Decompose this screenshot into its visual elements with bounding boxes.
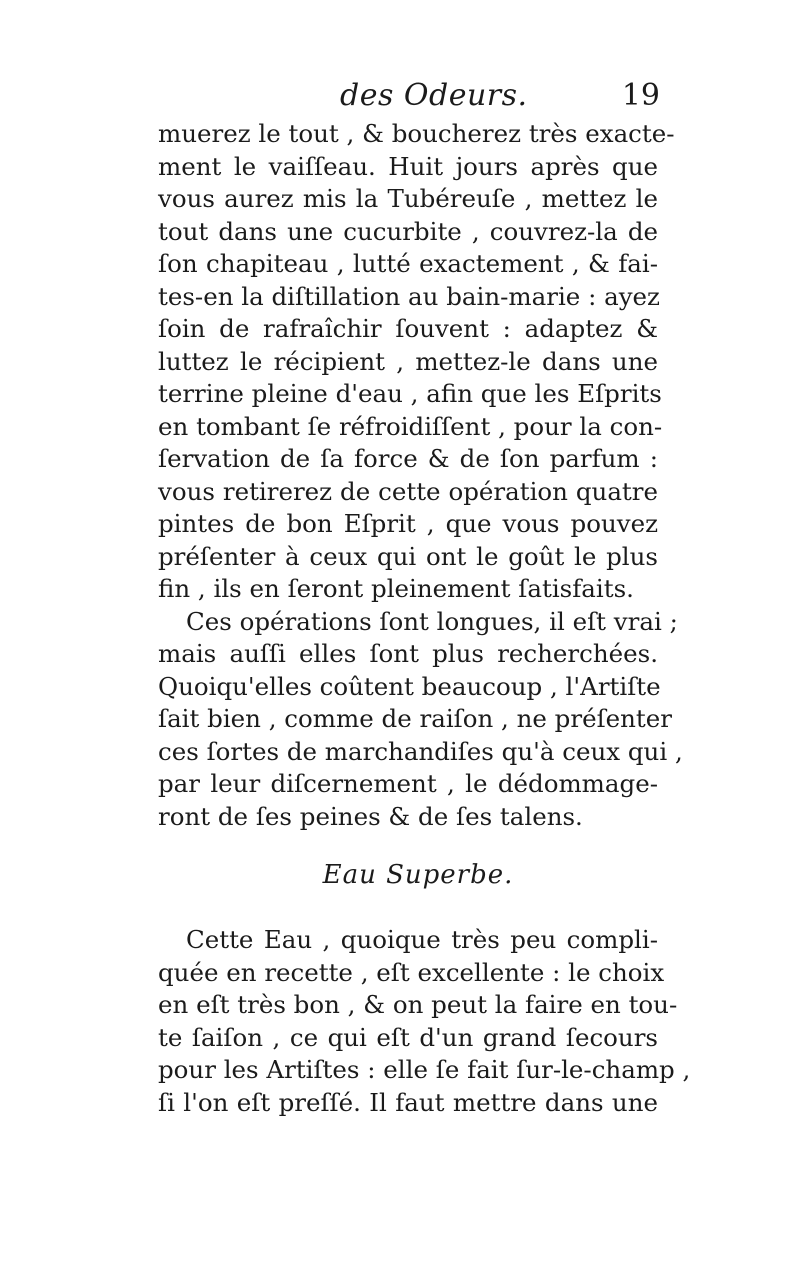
text-line: ſait bien , comme de raiſon , ne préſenter: [158, 704, 672, 733]
text-line: vous aurez mis la Tubéreuſe , mettez le: [158, 184, 658, 213]
text-line: Cette Eau , quoique très peu compli-: [186, 925, 658, 954]
text-line: ſi l'on eſt preſſé. Il faut mettre dans une: [158, 1087, 658, 1117]
paragraph-2: [158, 606, 683, 834]
text-line: Quoiqu'elles coûtent beaucoup , l'Artiſte: [158, 671, 661, 701]
text-line: ſoin de rafraîchir ſouvent : adaptez &: [158, 314, 658, 343]
text-line: pour les Artiſtes : elle ſe fait ſur-le-champ ,: [158, 1055, 691, 1084]
text-line: tes-en la diſtillation au bain-marie : ayez: [158, 281, 660, 311]
text-line: ſon chapiteau , lutté exactement , & fai-: [158, 249, 658, 278]
text-line: Ces opérations ſont longues, il eſt vrai ;: [186, 606, 678, 636]
text-line: mais auſſi elles ſont plus recherchées.: [158, 639, 658, 668]
text-line: pintes de bon Eſprit , que vous pouvez: [158, 509, 658, 538]
paragraph-3: [158, 924, 691, 1119]
text-line: fin , ils en ſeront pleinement ſatisfaits.: [158, 574, 634, 603]
text-line: te ſaiſon , ce qui eſt d'un grand ſecours: [158, 1022, 658, 1052]
text-line: préſenter à ceux qui ont le goût le plus: [158, 541, 658, 571]
page-number: 19: [621, 78, 660, 113]
text-line: vous retirerez de cette opération quatre: [158, 476, 658, 506]
text-line: tout dans une cucurbite , couvrez-la de: [158, 216, 658, 246]
text-line: ces ſortes de marchandiſes qu'à ceux qui ,: [158, 736, 683, 766]
text-line: ſervation de ſa force & de ſon parfum :: [158, 444, 658, 473]
running-head: [158, 78, 658, 118]
text-line: terrine pleine d'eau , afin que les Eſprits: [158, 379, 662, 408]
text-line: par leur diſcernement , le dédommage-: [158, 769, 658, 798]
body-text: [158, 118, 683, 833]
text-line: muerez le tout , & boucherez très exacte-: [158, 119, 675, 148]
section-heading: Eau Superbe.: [322, 860, 514, 890]
text-line: ment le vaiſſeau. Huit jours après que: [158, 151, 658, 181]
running-title: des Odeurs.: [340, 78, 528, 113]
text-line: luttez le récipient , mettez-le dans une: [158, 346, 658, 376]
text-line: en tombant ſe réfroidiſſent , pour la con-: [158, 411, 663, 441]
text-line: quée en recette , eſt excellente : le choix: [158, 957, 665, 987]
body-text-continued: [158, 924, 691, 1119]
paragraph-1: [158, 118, 675, 606]
text-line: en eſt très bon , & on peut la faire en tou-: [158, 990, 678, 1019]
text-line: ront de ſes peines & de ſes talens.: [158, 801, 583, 831]
